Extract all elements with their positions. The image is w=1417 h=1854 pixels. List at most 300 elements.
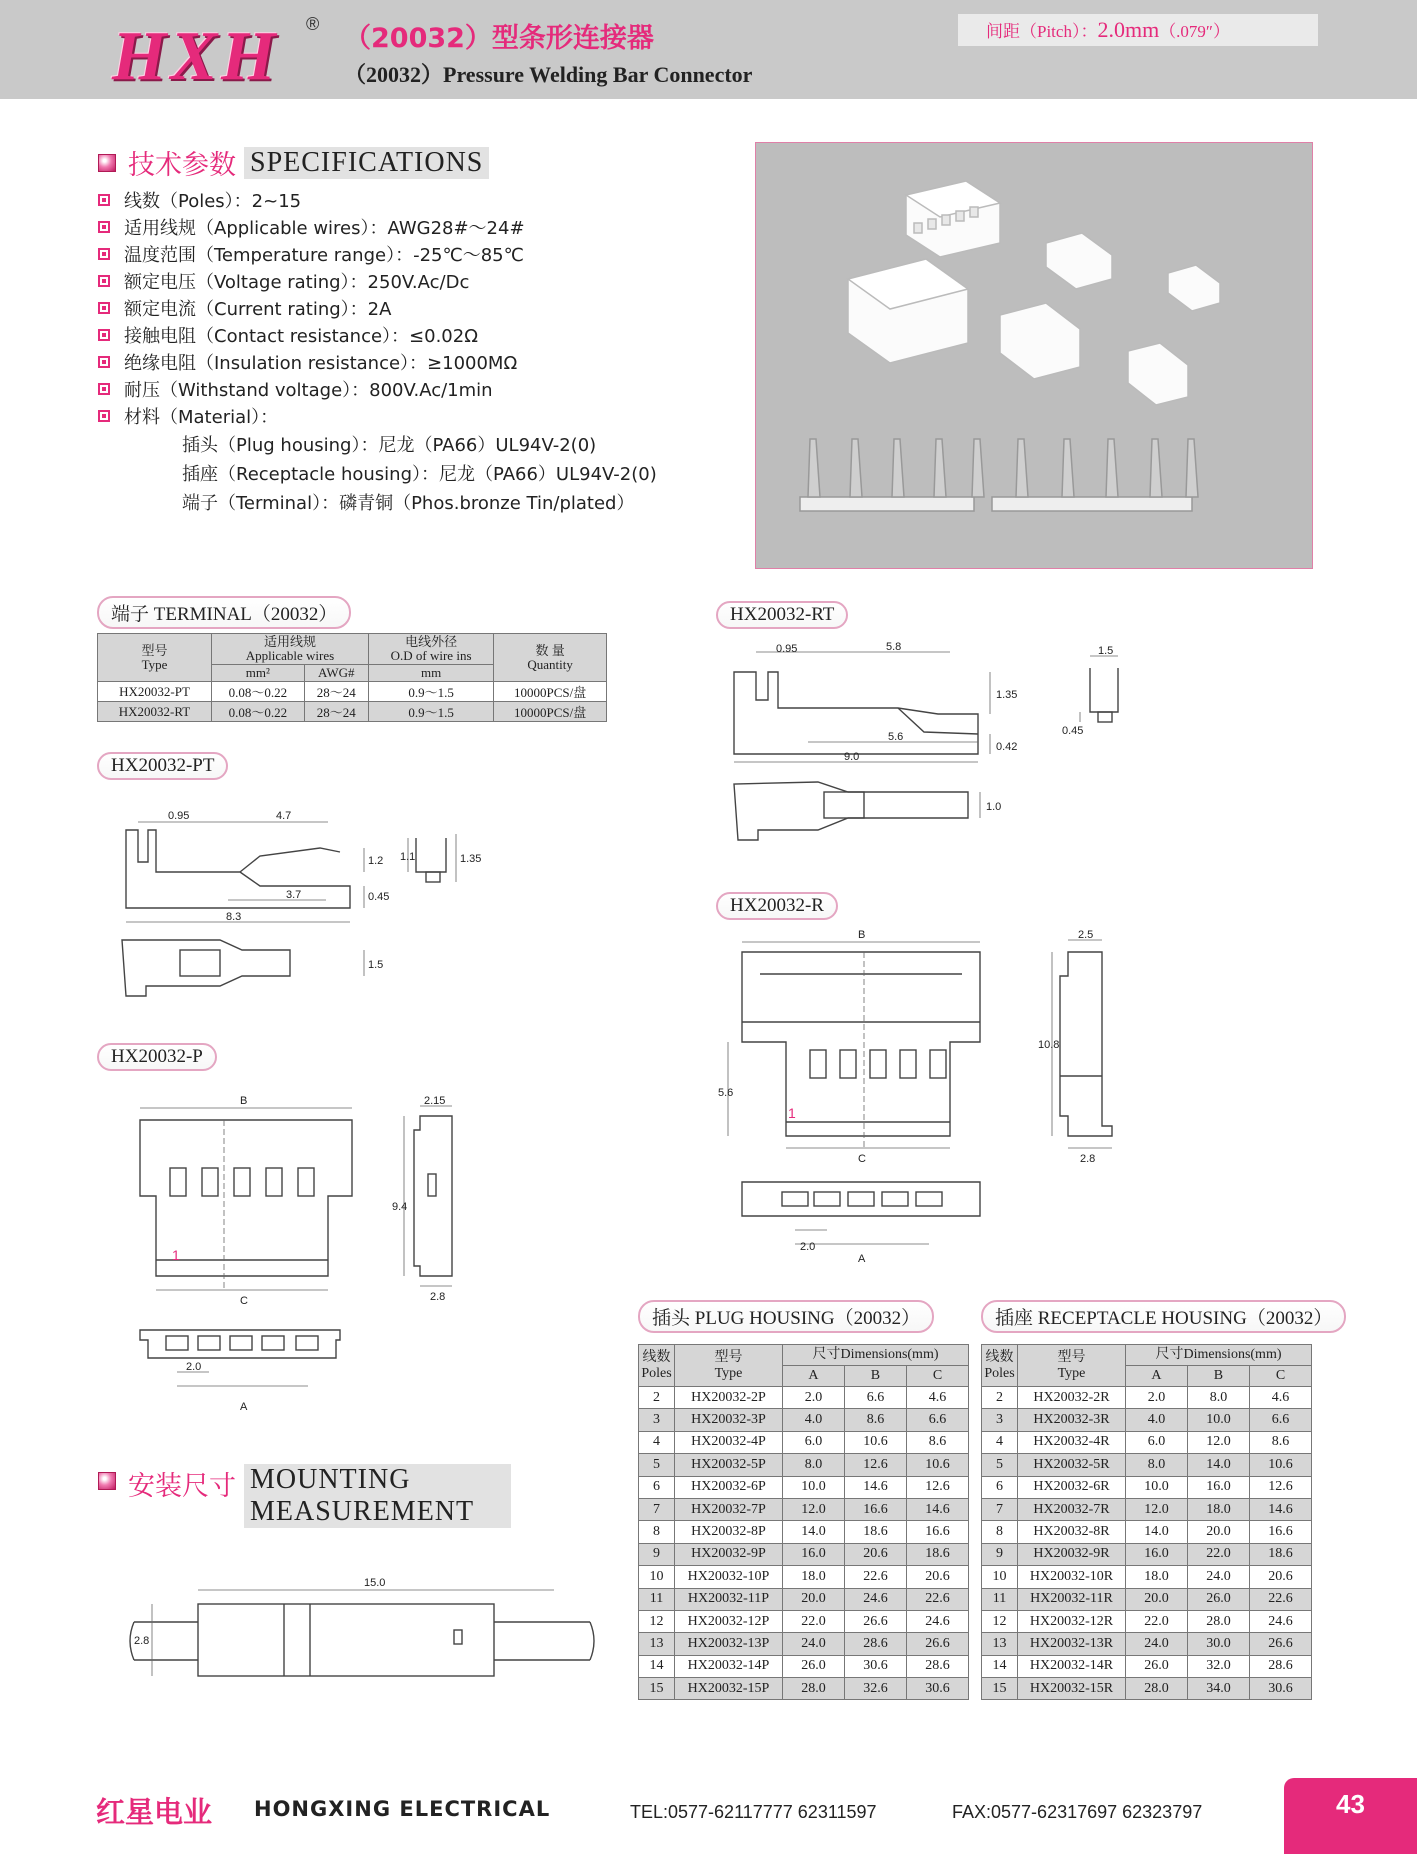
cell: HX20032-4P xyxy=(675,1431,783,1453)
dimension-label: 2.5 xyxy=(1078,929,1094,941)
cell: 0.9～1.5 xyxy=(368,682,493,702)
header-text: O.D of wire ins xyxy=(390,648,472,663)
cell: 22.6 xyxy=(844,1566,906,1588)
specifications-heading-cn: 技术参数 xyxy=(128,150,236,181)
cell: 18.6 xyxy=(906,1543,968,1565)
cell: 26.0 xyxy=(1126,1655,1188,1677)
spec-item xyxy=(98,321,525,348)
cell: 0.9～1.5 xyxy=(368,702,493,722)
p-label: HX20032-P xyxy=(97,1043,217,1071)
cell: 12.0 xyxy=(1126,1498,1188,1520)
cell: 10.6 xyxy=(844,1431,906,1453)
cell: 10 xyxy=(639,1566,675,1588)
dimension-label: 15.0 xyxy=(364,1577,386,1589)
material-item: 插头（Plug housing）：尼龙（PA66）UL94V-2(0) xyxy=(182,435,597,456)
cell: 3 xyxy=(639,1409,675,1431)
cell: HX20032-15R xyxy=(1018,1678,1126,1700)
spec-text: 耐压（Withstand voltage）：800V.Ac/1min xyxy=(124,379,493,401)
cell: 24.6 xyxy=(844,1588,906,1610)
cell: 18.6 xyxy=(844,1521,906,1543)
dimension-label: 0.45 xyxy=(1062,725,1084,737)
spec-text: 绝缘电阻（Insulation resistance）：≥1000MΩ xyxy=(124,352,518,374)
cell: HX20032-14R xyxy=(1018,1655,1126,1677)
cell: 16.6 xyxy=(1249,1521,1311,1543)
dimension-label: B xyxy=(858,929,866,941)
footer-telephone: TEL:0577-62117777 62311597 xyxy=(630,1802,877,1822)
header-text: Poles xyxy=(641,1365,672,1381)
mm2-header: mm² xyxy=(212,665,305,682)
cell: 30.6 xyxy=(844,1655,906,1677)
material-item: 插座（Receptacle housing）：尼龙（PA66）UL94V-2(0) xyxy=(182,464,657,485)
cell: HX20032-9R xyxy=(1018,1543,1126,1565)
pin-one-mark: 1 xyxy=(172,1247,180,1263)
mounting-heading-en xyxy=(244,1464,511,1528)
footer-brand-en: HONGXING ELECTRICAL xyxy=(254,1797,551,1821)
page-title-cn: （20032）型条形连接器 xyxy=(344,23,654,54)
specifications-heading-en: SPECIFICATIONS xyxy=(244,147,489,179)
cell: 20.0 xyxy=(783,1588,845,1610)
cell: 20.6 xyxy=(906,1566,968,1588)
section-square-icon xyxy=(98,154,116,172)
table-row xyxy=(639,1588,969,1610)
table-row xyxy=(639,1498,969,1520)
cell: HX20032-10P xyxy=(675,1566,783,1588)
cell: 16.0 xyxy=(1187,1476,1249,1498)
dimension-label: A xyxy=(858,1253,866,1265)
cell: 7 xyxy=(982,1498,1018,1520)
spec-list xyxy=(98,186,525,429)
footer-brand-cn: 红星电业 xyxy=(96,1795,213,1829)
cell: 14.0 xyxy=(1126,1521,1188,1543)
cell: 16.6 xyxy=(844,1498,906,1520)
terminal-label: 端子 TERMINAL（20032） xyxy=(97,596,351,629)
cell: 24.6 xyxy=(906,1610,968,1632)
cell: 26.6 xyxy=(844,1610,906,1632)
cell: 12.6 xyxy=(1249,1476,1311,1498)
cell: 14.6 xyxy=(906,1498,968,1520)
cell: 24.0 xyxy=(1187,1566,1249,1588)
cell: 10.6 xyxy=(906,1454,968,1476)
table-row xyxy=(639,1678,969,1700)
cell: 12.6 xyxy=(906,1476,968,1498)
spec-item xyxy=(98,348,525,375)
cell: HX20032-4R xyxy=(1018,1431,1126,1453)
spec-item xyxy=(98,375,525,402)
cell: 13 xyxy=(639,1633,675,1655)
cell: 6.6 xyxy=(844,1387,906,1409)
spec-item xyxy=(98,402,525,429)
dimension-label: 0.42 xyxy=(996,741,1018,753)
table-row xyxy=(982,1678,1312,1700)
cell: HX20032-RT xyxy=(98,702,212,722)
product-photo xyxy=(755,142,1313,569)
cell: HX20032-13R xyxy=(1018,1633,1126,1655)
cell: 6 xyxy=(982,1476,1018,1498)
spec-item xyxy=(98,240,525,267)
mounting-heading-cn: 安装尺寸 xyxy=(128,1471,236,1502)
table-header-row xyxy=(639,1345,969,1366)
cell: HX20032-6P xyxy=(675,1476,783,1498)
cell: 4 xyxy=(982,1431,1018,1453)
cell: HX20032-2R xyxy=(1018,1387,1126,1409)
cell: 28.0 xyxy=(783,1678,845,1700)
cell: 14 xyxy=(639,1655,675,1677)
spec-item xyxy=(98,294,525,321)
cell: HX20032-11P xyxy=(675,1588,783,1610)
dimension-label: 0.95 xyxy=(776,643,798,655)
spec-text: 材料（Material）： xyxy=(124,406,279,428)
dim-a-header: A xyxy=(1126,1366,1188,1387)
dimension-label: C xyxy=(858,1153,866,1165)
dim-b-header: B xyxy=(1187,1366,1249,1387)
plug-housing-table xyxy=(638,1344,969,1700)
cell: 8.0 xyxy=(1187,1387,1249,1409)
cell: 8.0 xyxy=(1126,1454,1188,1476)
cell: HX20032-8P xyxy=(675,1521,783,1543)
spec-item xyxy=(98,186,525,213)
cell: HX20032-7R xyxy=(1018,1498,1126,1520)
receptacle-housing-table-body xyxy=(982,1387,1312,1700)
cell: 12.0 xyxy=(1187,1431,1249,1453)
table-row xyxy=(982,1476,1312,1498)
dimension-label: 5.6 xyxy=(888,731,904,743)
cell: HX20032-PT xyxy=(98,682,212,702)
cell: 18.0 xyxy=(1187,1498,1249,1520)
material-list xyxy=(182,431,657,518)
table-header-row xyxy=(98,634,607,665)
cell: 6.6 xyxy=(1249,1409,1311,1431)
header-text: Poles xyxy=(984,1365,1015,1381)
cell: 24.0 xyxy=(1126,1633,1188,1655)
cell: HX20032-10R xyxy=(1018,1566,1126,1588)
cell: 3 xyxy=(982,1409,1018,1431)
rt-label: HX20032-RT xyxy=(716,601,848,629)
plug-housing-label: 插头 PLUG HOUSING（20032） xyxy=(638,1300,934,1333)
cell: 10000PCS/盘 xyxy=(494,702,607,722)
cell: 11 xyxy=(982,1588,1018,1610)
table-row xyxy=(639,1476,969,1498)
cell: 16.0 xyxy=(783,1543,845,1565)
table-row xyxy=(982,1431,1312,1453)
table-row xyxy=(982,1498,1312,1520)
cell: 15 xyxy=(982,1678,1018,1700)
spec-text: 额定电流（Current rating）：2A xyxy=(124,298,392,320)
header-text: 电线外径 xyxy=(405,634,458,649)
header-text: Type xyxy=(141,656,168,672)
cell: 4.0 xyxy=(1126,1409,1188,1431)
cell: 4 xyxy=(639,1431,675,1453)
table-row xyxy=(639,1543,969,1565)
header-text: Applicable wires xyxy=(245,648,335,663)
terminal-table xyxy=(97,633,607,722)
cell: 28.0 xyxy=(1126,1678,1188,1700)
spec-text: 线数（Poles）：2~15 xyxy=(124,190,302,212)
cell: HX20032-9P xyxy=(675,1543,783,1565)
table-row xyxy=(982,1588,1312,1610)
dimension-label: 0.45 xyxy=(368,891,390,903)
pt-terminal-drawing xyxy=(110,800,490,1020)
dimension-label: C xyxy=(240,1295,248,1307)
cell: 26.6 xyxy=(1249,1633,1311,1655)
dimension-label: 1.5 xyxy=(368,959,384,971)
mounting-heading xyxy=(98,1464,511,1528)
cell: 0.08～0.22 xyxy=(212,682,305,702)
cell: 0.08～0.22 xyxy=(212,702,305,722)
receptacle-housing-label: 插座 RECEPTACLE HOUSING（20032） xyxy=(981,1300,1346,1333)
cell: 28～24 xyxy=(304,702,368,722)
mm-header: mm xyxy=(368,665,493,682)
cell: 32.6 xyxy=(844,1678,906,1700)
cell: 9 xyxy=(639,1543,675,1565)
cell: 26.0 xyxy=(1187,1588,1249,1610)
dimension-label: 10.8 xyxy=(1038,1039,1060,1051)
receptacle-housing-drawing xyxy=(718,926,1118,1282)
table-row xyxy=(982,1521,1312,1543)
cell: 10000PCS/盘 xyxy=(494,682,607,702)
brand-logo: HXH xyxy=(112,18,280,95)
cell: 9 xyxy=(982,1543,1018,1565)
dimension-label: 2.0 xyxy=(186,1361,202,1373)
cell: HX20032-6R xyxy=(1018,1476,1126,1498)
cell: 5 xyxy=(639,1454,675,1476)
table-row xyxy=(982,1610,1312,1632)
cell: 22.0 xyxy=(783,1610,845,1632)
table-row xyxy=(639,1655,969,1677)
table-row xyxy=(982,1454,1312,1476)
cell: 10.6 xyxy=(1249,1454,1311,1476)
bullet-icon xyxy=(98,275,110,287)
cell: 12.0 xyxy=(783,1498,845,1520)
cell: 32.0 xyxy=(1187,1655,1249,1677)
cell: 18.6 xyxy=(1249,1543,1311,1565)
dim-a-header: A xyxy=(783,1366,845,1387)
bullet-icon xyxy=(98,221,110,233)
dimension-label: 4.7 xyxy=(276,810,292,822)
cell: 14.0 xyxy=(783,1521,845,1543)
cell: 14.6 xyxy=(1249,1498,1311,1520)
dimensions-header: 尺寸Dimensions(mm) xyxy=(783,1345,969,1366)
dimension-label: 5.8 xyxy=(886,642,902,653)
cell: 22.6 xyxy=(906,1588,968,1610)
cell: 10.0 xyxy=(783,1476,845,1498)
spec-item xyxy=(98,213,525,240)
cell: 8.6 xyxy=(844,1409,906,1431)
dim-c-header: C xyxy=(906,1366,968,1387)
cell: 8.0 xyxy=(783,1454,845,1476)
bullet-icon xyxy=(98,329,110,341)
dimension-label: 1.2 xyxy=(368,855,384,867)
cell: 28.6 xyxy=(906,1655,968,1677)
cell: 14.0 xyxy=(1187,1454,1249,1476)
header-text: 型号 xyxy=(714,1349,743,1365)
table-header-row xyxy=(982,1345,1312,1366)
spec-item xyxy=(98,267,525,294)
wires-header xyxy=(212,634,369,665)
cell: 26.6 xyxy=(906,1633,968,1655)
material-item: 端子（Terminal）：磷青铜（Phos.bronze Tin/plated） xyxy=(182,493,635,514)
cell: 4.6 xyxy=(906,1387,968,1409)
cell: 6.0 xyxy=(783,1431,845,1453)
pin-one-mark: 1 xyxy=(788,1105,796,1121)
dimension-label: 1.35 xyxy=(460,853,482,865)
pitch-inch: （.079″） xyxy=(1159,22,1231,41)
dimension-label: 8.3 xyxy=(226,911,242,923)
bullet-icon xyxy=(98,248,110,260)
cell: 18.0 xyxy=(1126,1566,1188,1588)
cell: 30.0 xyxy=(1187,1633,1249,1655)
dimension-label: 2.8 xyxy=(134,1635,150,1647)
table-row xyxy=(639,1610,969,1632)
table-row xyxy=(982,1543,1312,1565)
table-row xyxy=(639,1454,969,1476)
header-text: 型号 xyxy=(1057,1349,1086,1365)
header-text: 适用线规 xyxy=(263,634,316,649)
table-row xyxy=(982,1409,1312,1431)
dimension-label: 1.1 xyxy=(400,851,416,863)
cell: 10 xyxy=(982,1566,1018,1588)
plug-housing-drawing xyxy=(130,1090,490,1430)
dim-c-header: C xyxy=(1249,1366,1311,1387)
cell: 22.0 xyxy=(1187,1543,1249,1565)
cell: 4.6 xyxy=(1249,1387,1311,1409)
dimension-label: 3.7 xyxy=(286,889,302,901)
cell: 24.6 xyxy=(1249,1610,1311,1632)
table-row xyxy=(639,1633,969,1655)
page-number: 43 xyxy=(1284,1778,1417,1854)
table-row xyxy=(639,1387,969,1409)
cell: 28.6 xyxy=(1249,1655,1311,1677)
cell: 22.0 xyxy=(1126,1610,1188,1632)
cell: 2 xyxy=(639,1387,675,1409)
specifications-heading xyxy=(98,143,489,182)
dimension-label: 2.8 xyxy=(1080,1153,1096,1165)
pt-label: HX20032-PT xyxy=(97,752,228,780)
footer-fax: FAX:0577-62317697 62323797 xyxy=(952,1802,1203,1822)
table-row xyxy=(98,702,607,722)
cell: HX20032-11R xyxy=(1018,1588,1126,1610)
cell: 16.0 xyxy=(1126,1543,1188,1565)
type-header xyxy=(1018,1345,1126,1387)
spec-text: 适用线规（Applicable wires）：AWG28#～24# xyxy=(124,217,525,239)
cell: 8 xyxy=(982,1521,1018,1543)
cell: 7 xyxy=(639,1498,675,1520)
table-row xyxy=(639,1566,969,1588)
awg-header: AWG# xyxy=(304,665,368,682)
cell: 2 xyxy=(982,1387,1018,1409)
cell: HX20032-5P xyxy=(675,1454,783,1476)
dim-b-header: B xyxy=(844,1366,906,1387)
rt-terminal-drawing xyxy=(728,642,1168,852)
cell: 6 xyxy=(639,1476,675,1498)
dimensions-header: 尺寸Dimensions(mm) xyxy=(1126,1345,1312,1366)
cell: 28.0 xyxy=(1187,1610,1249,1632)
cell: HX20032-15P xyxy=(675,1678,783,1700)
dimension-label: 9.4 xyxy=(392,1201,408,1213)
cell: 11 xyxy=(639,1588,675,1610)
cell: 10.0 xyxy=(1187,1409,1249,1431)
cell: HX20032-2P xyxy=(675,1387,783,1409)
table-row xyxy=(982,1633,1312,1655)
cell: 20.0 xyxy=(1126,1588,1188,1610)
cell: 34.0 xyxy=(1187,1678,1249,1700)
cell: 8.6 xyxy=(906,1431,968,1453)
cell: 28.6 xyxy=(844,1633,906,1655)
cell: HX20032-14P xyxy=(675,1655,783,1677)
cell: 22.6 xyxy=(1249,1588,1311,1610)
cell: HX20032-3R xyxy=(1018,1409,1126,1431)
dimension-label: B xyxy=(240,1095,248,1107)
mounting-heading-line: MEASUREMENT xyxy=(250,1496,475,1527)
bullet-icon xyxy=(98,194,110,206)
product-photo-illustration xyxy=(756,143,1314,570)
cell: 2.0 xyxy=(1126,1387,1188,1409)
cell: 14.6 xyxy=(844,1476,906,1498)
cell: 12 xyxy=(982,1610,1018,1632)
cell: HX20032-12R xyxy=(1018,1610,1126,1632)
table-row xyxy=(639,1409,969,1431)
cell: HX20032-5R xyxy=(1018,1454,1126,1476)
dimension-label: 2.0 xyxy=(800,1241,816,1253)
cell: 28～24 xyxy=(304,682,368,702)
cell: 26.0 xyxy=(783,1655,845,1677)
cell: 20.0 xyxy=(1187,1521,1249,1543)
table-row xyxy=(98,682,607,702)
cell: 12 xyxy=(639,1610,675,1632)
dimension-label: 1.5 xyxy=(1098,645,1114,657)
header-text: 线数 xyxy=(985,1349,1014,1365)
plug-housing-table-body xyxy=(639,1387,969,1700)
table-row xyxy=(982,1566,1312,1588)
header-text: Quantity xyxy=(527,656,573,672)
dimension-label: 1.0 xyxy=(986,801,1002,813)
cell: 13 xyxy=(982,1633,1018,1655)
section-square-icon xyxy=(98,1472,116,1490)
table-row xyxy=(982,1387,1312,1409)
bullet-icon xyxy=(98,302,110,314)
bullet-icon xyxy=(98,356,110,368)
cell: 30.6 xyxy=(906,1678,968,1700)
dimension-label: 2.8 xyxy=(430,1291,446,1303)
quantity-header xyxy=(494,634,607,682)
r-label: HX20032-R xyxy=(716,892,838,920)
registered-mark: ® xyxy=(306,14,320,34)
dimension-label: 5.6 xyxy=(718,1087,734,1099)
pitch-label: 间距（Pitch）： xyxy=(986,22,1098,41)
cell: 15 xyxy=(639,1678,675,1700)
type-header xyxy=(98,634,212,682)
cell: HX20032-8R xyxy=(1018,1521,1126,1543)
mounting-drawing xyxy=(124,1568,604,1688)
dimension-label: 2.15 xyxy=(424,1095,446,1107)
pitch-value: 2.0mm xyxy=(1097,17,1160,42)
dimension-label: A xyxy=(240,1401,248,1413)
cell: 20.6 xyxy=(1249,1566,1311,1588)
cell: 16.6 xyxy=(906,1521,968,1543)
header-text: 型号 xyxy=(141,642,168,658)
page-title-en: （20032）Pressure Welding Bar Connector xyxy=(344,62,753,87)
cell: HX20032-13P xyxy=(675,1633,783,1655)
dimension-label: 1.35 xyxy=(996,689,1018,701)
table-row xyxy=(982,1655,1312,1677)
cell: 2.0 xyxy=(783,1387,845,1409)
cell: 4.0 xyxy=(783,1409,845,1431)
cell: 14 xyxy=(982,1655,1018,1677)
type-header xyxy=(675,1345,783,1387)
cell: 10.0 xyxy=(1126,1476,1188,1498)
bullet-icon xyxy=(98,410,110,422)
poles-header xyxy=(639,1345,675,1387)
header-text: Type xyxy=(714,1365,743,1381)
